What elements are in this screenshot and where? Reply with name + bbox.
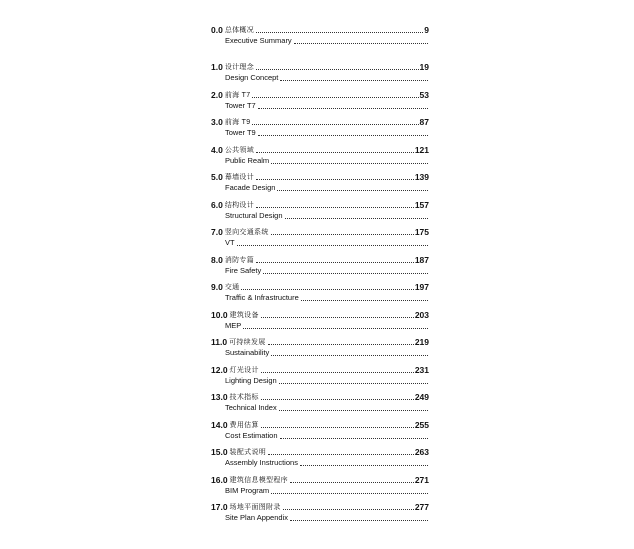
dot-leader — [256, 31, 423, 33]
page-number: 249 — [414, 392, 429, 402]
dot-leader — [283, 508, 414, 510]
page-number: 255 — [414, 419, 429, 430]
section-title-english: Site Plan Appendix — [225, 513, 288, 522]
toc-entry[interactable] — [211, 362, 429, 390]
page-number: 9 — [424, 25, 429, 35]
toc-entry[interactable] — [211, 307, 429, 335]
dot-leader — [271, 354, 428, 356]
section-number: 3.0 — [211, 117, 223, 127]
section-title-chinese: 公共领域 — [224, 146, 255, 154]
section-number: 11.0 — [211, 337, 228, 347]
section-number: 12.0 — [211, 364, 228, 375]
toc-entry[interactable] — [211, 334, 429, 362]
toc-entry-title-row — [211, 417, 429, 430]
toc-entry-subtitle-row — [211, 72, 429, 82]
dot-leader — [271, 492, 428, 494]
section-title-chinese: 可持续发展 — [229, 339, 266, 346]
section-title-english: Assembly Instructions — [225, 458, 298, 467]
toc-entry-subtitle-row — [211, 100, 429, 110]
dot-leader — [271, 162, 428, 164]
toc-entry-title-row — [211, 224, 429, 237]
dot-leader — [261, 398, 414, 400]
dot-leader — [280, 437, 428, 439]
toc-entry-subtitle-row — [211, 320, 429, 330]
toc-entry-subtitle-row — [211, 182, 429, 192]
page-number: 121 — [414, 144, 429, 155]
section-number: 16.0 — [211, 474, 228, 485]
section-title-english: Sustainability — [225, 348, 270, 357]
toc-entry[interactable] — [211, 87, 429, 115]
toc-entry-subtitle-row — [211, 237, 429, 247]
section-number: 14.0 — [211, 419, 228, 430]
toc-entry-subtitle-row — [211, 292, 429, 302]
section-number: 9.0 — [211, 282, 223, 292]
toc-entry-subtitle-row — [211, 485, 429, 495]
section-title-english: Facade Design — [225, 183, 276, 192]
table-of-contents — [211, 22, 429, 527]
section-title-english: Fire Safety — [225, 265, 262, 275]
page-number: 277 — [414, 502, 429, 512]
page-number: 187 — [414, 254, 429, 265]
section-title-chinese: 灯光设计 — [229, 366, 259, 374]
page-number: 219 — [414, 337, 429, 347]
toc-entry[interactable] — [211, 142, 429, 170]
dot-leader — [263, 272, 428, 274]
dot-leader — [268, 453, 414, 455]
section-title-english: Design Concept — [225, 73, 279, 82]
toc-entry-subtitle-row — [211, 402, 429, 412]
section-title-english: Public Realm — [225, 155, 270, 165]
dot-leader — [252, 96, 418, 98]
toc-entry[interactable] — [211, 499, 429, 527]
toc-entry[interactable] — [211, 59, 429, 87]
toc-entry-title-row — [211, 472, 429, 485]
section-number: 1.0 — [211, 62, 223, 72]
dot-leader — [285, 217, 428, 219]
dot-leader — [271, 233, 414, 235]
section-number: 10.0 — [211, 309, 228, 320]
toc-entry[interactable] — [211, 197, 429, 225]
dot-leader — [261, 316, 414, 318]
section-number: 0.0 — [211, 25, 223, 35]
section-title-chinese: 建筑信息模型程序 — [229, 476, 288, 484]
section-title-english: Cost Estimation — [225, 430, 278, 440]
toc-entry[interactable] — [211, 22, 429, 59]
section-title-english: MEP — [225, 320, 242, 330]
toc-entry-title-row — [211, 307, 429, 320]
toc-entry[interactable] — [211, 444, 429, 472]
toc-entry[interactable] — [211, 417, 429, 445]
toc-entry-title-row — [211, 252, 429, 265]
section-title-chinese: 装配式说明 — [229, 449, 267, 456]
section-title-english: Structural Design — [225, 210, 283, 220]
dot-leader — [258, 107, 428, 109]
section-title-chinese: 费用估算 — [229, 421, 259, 429]
dot-leader — [256, 178, 414, 180]
section-title-chinese: 幕墙设计 — [224, 174, 255, 181]
toc-entry-subtitle-row — [211, 265, 429, 275]
section-title-english: Technical Index — [225, 403, 277, 412]
toc-entry-subtitle-row — [211, 127, 429, 137]
toc-entry-title-row — [211, 444, 429, 457]
toc-entry[interactable] — [211, 389, 429, 417]
dot-leader — [252, 123, 418, 125]
dot-leader — [279, 409, 428, 411]
section-number: 15.0 — [211, 447, 228, 457]
toc-entry-title-row — [211, 22, 429, 35]
dot-leader — [256, 151, 414, 153]
toc-entry-title-row — [211, 87, 429, 100]
dot-leader — [243, 327, 428, 329]
page-number: 139 — [414, 172, 429, 182]
page-number: 19 — [419, 62, 429, 72]
section-number: 17.0 — [211, 502, 228, 512]
section-title-english: Tower T7 — [225, 100, 256, 110]
dot-leader — [300, 464, 428, 466]
toc-entry[interactable] — [211, 169, 429, 197]
page-number: 175 — [414, 227, 429, 237]
section-title-chinese: 建筑设备 — [229, 311, 259, 319]
dot-leader — [290, 519, 428, 521]
toc-entry[interactable] — [211, 472, 429, 500]
page-number: 157 — [414, 199, 429, 210]
toc-entry-title-row — [211, 197, 429, 210]
section-number: 7.0 — [211, 227, 223, 237]
section-title-english: Lighting Design — [225, 375, 277, 385]
section-number: 8.0 — [211, 254, 223, 265]
toc-entry-title-row — [211, 362, 429, 375]
toc-entry-title-row — [211, 389, 429, 402]
dot-leader — [301, 299, 428, 301]
toc-entry-subtitle-row — [211, 35, 429, 45]
toc-entry-subtitle-row — [211, 430, 429, 440]
section-title-chinese: 设计理念 — [224, 64, 255, 71]
dot-leader — [256, 68, 419, 70]
dot-leader — [294, 42, 428, 44]
section-title-english: Executive Summary — [225, 36, 292, 45]
section-title-chinese: 场地平面图附录 — [229, 504, 281, 511]
toc-entry-title-row — [211, 334, 429, 347]
section-number: 4.0 — [211, 144, 223, 155]
section-title-english: VT — [225, 238, 235, 247]
section-title-chinese: 交通 — [224, 284, 240, 291]
toc-entry-title-row — [211, 499, 429, 512]
section-title-chinese: 前海 T9 — [224, 119, 251, 126]
page-number: 53 — [419, 89, 429, 100]
page-number: 231 — [414, 364, 429, 375]
toc-entry[interactable] — [211, 224, 429, 252]
toc-entry[interactable] — [211, 252, 429, 280]
section-number: 2.0 — [211, 89, 223, 100]
dot-leader — [256, 261, 414, 263]
toc-entry[interactable] — [211, 279, 429, 307]
section-title-chinese: 总体概况 — [224, 27, 255, 34]
section-title-chinese: 竖向交通系统 — [224, 229, 269, 236]
section-title-chinese: 结构设计 — [224, 201, 255, 209]
toc-entry-subtitle-row — [211, 375, 429, 385]
toc-entry-title-row — [211, 114, 429, 127]
toc-entry-subtitle-row — [211, 457, 429, 467]
dot-leader — [237, 244, 428, 246]
section-number: 13.0 — [211, 392, 228, 402]
toc-entry-subtitle-row — [211, 512, 429, 522]
page-number: 197 — [414, 282, 429, 292]
page-number: 271 — [414, 474, 429, 485]
dot-leader — [277, 189, 428, 191]
section-title-english: BIM Program — [225, 485, 270, 495]
section-number: 5.0 — [211, 172, 223, 182]
dot-leader — [241, 288, 413, 290]
toc-entry-title-row — [211, 142, 429, 155]
toc-entry-subtitle-row — [211, 347, 429, 357]
dot-leader — [258, 134, 428, 136]
section-number: 6.0 — [211, 199, 223, 210]
page-number: 263 — [414, 447, 429, 457]
dot-leader — [280, 79, 428, 81]
dot-leader — [256, 206, 414, 208]
dot-leader — [261, 426, 414, 428]
page-number: 203 — [414, 309, 429, 320]
page-number: 87 — [419, 117, 429, 127]
toc-entry-title-row — [211, 169, 429, 182]
toc-entry-subtitle-row — [211, 210, 429, 220]
dot-leader — [279, 382, 428, 384]
toc-entry[interactable] — [211, 114, 429, 142]
section-title-chinese: 消防专篇 — [224, 256, 255, 264]
section-title-english: Traffic & Infrastructure — [225, 293, 299, 302]
dot-leader — [268, 343, 414, 345]
dot-leader — [290, 481, 414, 483]
section-title-chinese: 前海 T7 — [224, 91, 251, 99]
section-title-english: Tower T9 — [225, 128, 256, 137]
toc-entry-title-row — [211, 279, 429, 292]
section-title-chinese: 技术指标 — [229, 394, 259, 401]
toc-entry-subtitle-row — [211, 155, 429, 165]
toc-entry-title-row — [211, 59, 429, 72]
dot-leader — [261, 371, 414, 373]
